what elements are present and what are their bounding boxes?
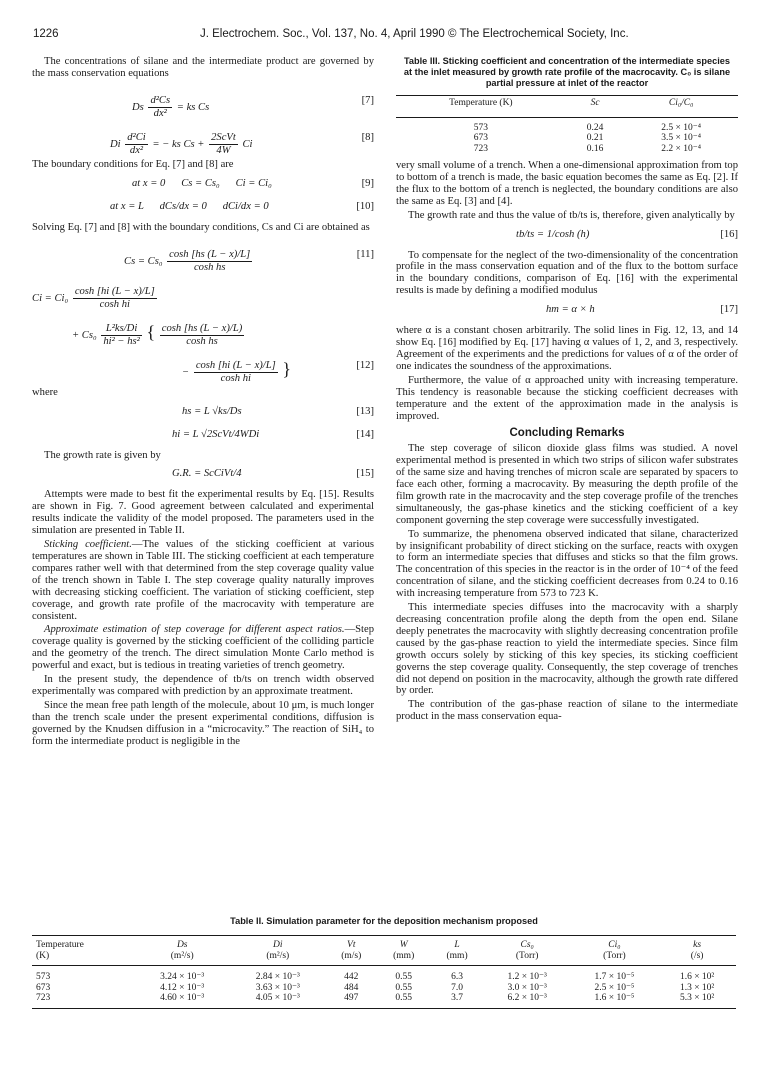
table-3-caption: Table III. Sticking coefficient and concentration of the intermediate species at the inlet measured by growth rate profile of the macrocavity. C₀ is silane partial pressure at inlet of the reactor bbox=[403, 56, 731, 88]
equation-10: at x = L dCs/dx = 0 dCi/dx = 0 [10] bbox=[110, 200, 374, 212]
section-title: Concluding Remarks bbox=[509, 427, 625, 440]
paragraph-step: The step coverage of silicon dioxide glass films was studied. A novel experimental method is presented in which two strips of silicon wafer substrates of the same size and having trenches of micron scale are separated by spacers to face each other, forming a macrocavity. By measuring the depth profile of the film growth rate in the macrocavity and the step coverage profile of the trenches simultaneously, the gas-phase kinetics and the sticking coefficient of a key component governing the step coverage were successfully investigated. bbox=[396, 443, 738, 526]
equation-12-line3: − $\frac{\cosh [hi (L - x)/L]}{\text{cosh hi}}$ } [12] bbox=[182, 358, 374, 384]
table-row: 573 3.24 × 10⁻³ 2.84 × 10⁻³ 442 0.55 6.3 1.2 × 10⁻³ 1.7 × 10⁻⁵ 1.6 × 10² bbox=[36, 972, 715, 982]
paragraph-continued: very small volume of a trench. When a one-dimensional approximation from top to bottom of a trench is made, the basic equation becomes the same as Eq. [2]. If the flux to the bottom of a trench is neglected, the boundary conditions are also the same as Eq. [3] and [4]. bbox=[396, 160, 738, 207]
paragraph-since: Since the mean free path length of the molecule, about 10 μm, is much longer than the trench scale under the present experimental conditions, diffusion is governed by the Knudsen diffusion in a “microcavity.” The reaction of SiH₄ to form the intermediate product is negligible in the bbox=[32, 699, 374, 747]
table-header: Ci₀ (Torr) bbox=[571, 936, 659, 966]
paragraph-present: In the present study, the dependence of tb/ts on trench width observed experimentally was compared with prediction by an approximate treatment. bbox=[32, 674, 374, 697]
table-header: L (mm) bbox=[430, 936, 483, 966]
equation-11: Cs = Cs₀ $\frac{\cosh [hs (L - x)/L]}{\text{cosh hs}}$ [11] bbox=[124, 248, 374, 273]
where-label: where bbox=[32, 386, 58, 398]
page-number: 1226 bbox=[33, 28, 59, 40]
equation-label: [7] bbox=[361, 94, 374, 106]
table-row: 673 0.21 3.5 × 10⁻⁴ bbox=[473, 133, 702, 143]
paragraph-intro: The concentrations of silane and the intermediate product are governed by the mass conservation equations bbox=[32, 56, 374, 79]
paragraph-approx: Approximate estimation of step coverage for different aspect ratios.—Step coverage quality is governed by the sticking coefficient of the colliding particle and the geometry of the trench. The direct simulation Monte Carlo method is powerful and exact, but is tedious in treating varieties of trench geometry. bbox=[32, 624, 374, 672]
table-header: Di (m²/s) bbox=[230, 936, 326, 966]
paragraph-contribution: The contribution of the gas-phase reaction of silane to the intermediate product in the mass conservation equa- bbox=[396, 699, 738, 723]
table-2-block bbox=[32, 916, 736, 1009]
equation-12-line1: Ci = Ci₀ $\frac{\cosh [hi (L - x)/L]}{\text{cosh hi}}$ bbox=[32, 285, 155, 310]
table-header: Sc bbox=[566, 96, 625, 111]
table-row: 723 0.16 2.2 × 10⁻⁴ bbox=[473, 143, 702, 154]
table-header: W (mm) bbox=[377, 936, 430, 966]
paragraph-boundary: The boundary conditions for Eq. [7] and [8] are bbox=[32, 158, 234, 170]
right-column bbox=[396, 56, 738, 725]
paragraph-sticking: Sticking coefficient.—The values of the sticking coefficient at various temperatures are shown in Table III. The sticking coefficient at each temperature compares rather well with that determined from the step coverage quality value of the trench shown in Table I. The step coverage quality naturally improves with decreasing sticking coefficient. The variation of sticking coefficient, step coverage, and growth rate profile of the macrocavity with temperature are consistent. bbox=[32, 539, 374, 622]
journal-citation: J. Electrochem. Soc., Vol. 137, No. 4, April 1990 © The Electrochemical Society, Inc. bbox=[200, 28, 629, 40]
equation-15: G.R. = ScCiVt/4 [15] bbox=[172, 468, 374, 480]
equation-12-line2: + Cs₀ $\frac{\text{L²ks/Di}}{\text{hi² − hs²}}$ { $\frac{\cosh [hs (L - x)/L)}{\text{cosh hs}}$ bbox=[72, 321, 243, 347]
table-header: Cs₀ (Torr) bbox=[484, 936, 571, 966]
equation-8: Di $\frac{\text{d²Ci}}{\text{dx²}}$ = − ks Cs + $\frac{\text{2ScVt}}{4W}$ Ci [8] bbox=[110, 131, 374, 156]
equation-14: hi = L √2ScVt/4WDi [14] bbox=[172, 428, 374, 440]
table-header: ks (/s) bbox=[658, 936, 736, 966]
table-2-caption: Table II. Simulation parameter for the deposition mechanism proposed bbox=[230, 916, 538, 926]
running-header bbox=[0, 28, 768, 44]
left-column bbox=[32, 56, 374, 749]
equation-13: hs = L √ks/Ds [13] bbox=[182, 405, 374, 417]
table-row: 723 4.60 × 10⁻³ 4.05 × 10⁻³ 497 0.55 3.7 6.2 × 10⁻³ 1.6 × 10⁻⁵ 5.3 × 10² bbox=[32, 993, 736, 1008]
table-3 bbox=[396, 95, 738, 154]
paragraph-summarize: To summarize, the phenomena observed indicated that silane, characterized by insignificant probability of direct sticking on the surface, reacts with oxygen to form an intermediate species that diffuses and sticks so that the film grows. The concentration of this species in the reactor is in the order of 10⁻⁴ of the feed concentration of silane, and the sticking coefficient decreases from 0.24 to 0.16 with increasing temperature from 573 to 723 K. bbox=[396, 528, 738, 600]
equation-label: [8] bbox=[361, 131, 374, 143]
equation-7: Ds $\frac{\text{d²Cs}}{\text{dx²}}$ = ks Cs [7] bbox=[132, 94, 374, 119]
table-header: Ds (m²/s) bbox=[134, 936, 230, 966]
paragraph-alpha: where α is a constant chosen arbitrarily. The solid lines in Fig. 12, 13, and 14 show Eq. [16] modified by Eq. [17] having α values of 1, 2, and 3, respectively. Agreement of the experiments and the predictions for values of α of the order of one indicates the soundness of the approximations. bbox=[396, 325, 738, 372]
equation-16: tb/ts = 1/cosh (h) [16] bbox=[516, 228, 738, 240]
paragraph-compensate: To compensate for the neglect of the two-dimensionality of the concentration profile in the mass conservation equation and of the flux to the bottom surface in the boundary conditions, comparison of Eq. [16] with the experimental results is made by defining a modified modulus bbox=[396, 249, 738, 297]
table-header: Temperature (K) bbox=[396, 96, 566, 111]
paragraph-diffuses: This intermediate species diffuses into the macrocavity with a sharply decreasing concentration profile along the depth from the open end. Silane deeply penetrates the macrocavity with slightly decreasing concentration profile caused by the gas-phase reaction to yield the intermediate species. Since film growth occurs solely by sticking of this key species, its sticking coefficient governs the step coverage quality. Consequently, the step coverage of trenches did not depend on position in the macrocavity, although the growth rate differed by order. bbox=[396, 602, 738, 697]
table-row: 673 4.12 × 10⁻³ 3.63 × 10⁻³ 484 0.55 7.0 3.0 × 10⁻³ 2.5 × 10⁻⁵ 1.3 × 10² bbox=[36, 982, 715, 993]
table-header: Temperature (K) bbox=[32, 936, 134, 966]
paragraph-rate: The growth rate and thus the value of tb/ts is, therefore, given analytically by bbox=[408, 209, 735, 221]
paragraph-growth: The growth rate is given by bbox=[44, 449, 161, 461]
equation-9: at x = 0 Cs = Cs₀ Ci = Ci₀ [9] bbox=[132, 177, 374, 189]
paragraph-attempts: Attempts were made to best fit the experimental results by Eq. [15]. Results are shown in Fig. 7. Good agreement between calculated and experimental results indicate the validity of the model proposed. The parameters used in the simulation are presented in Table II. bbox=[32, 489, 374, 537]
paragraph-solving: Solving Eq. [7] and [8] with the boundary conditions, Cs and Ci are obtained as bbox=[32, 221, 370, 233]
paragraph-further: Furthermore, the value of α approached unity with increasing temperature. This tendency is reasonable because the sticking coefficient decreases with temperature and the extent of the approximation made in the analysis is improved. bbox=[396, 374, 738, 422]
table-2 bbox=[32, 935, 736, 1009]
table-header: Vt (m/s) bbox=[326, 936, 377, 966]
table-row: 573 0.24 2.5 × 10⁻⁴ bbox=[473, 122, 702, 133]
equation-17: hm = α × h [17] bbox=[546, 304, 738, 316]
table-header: Ci₀/C₀ bbox=[624, 96, 738, 111]
